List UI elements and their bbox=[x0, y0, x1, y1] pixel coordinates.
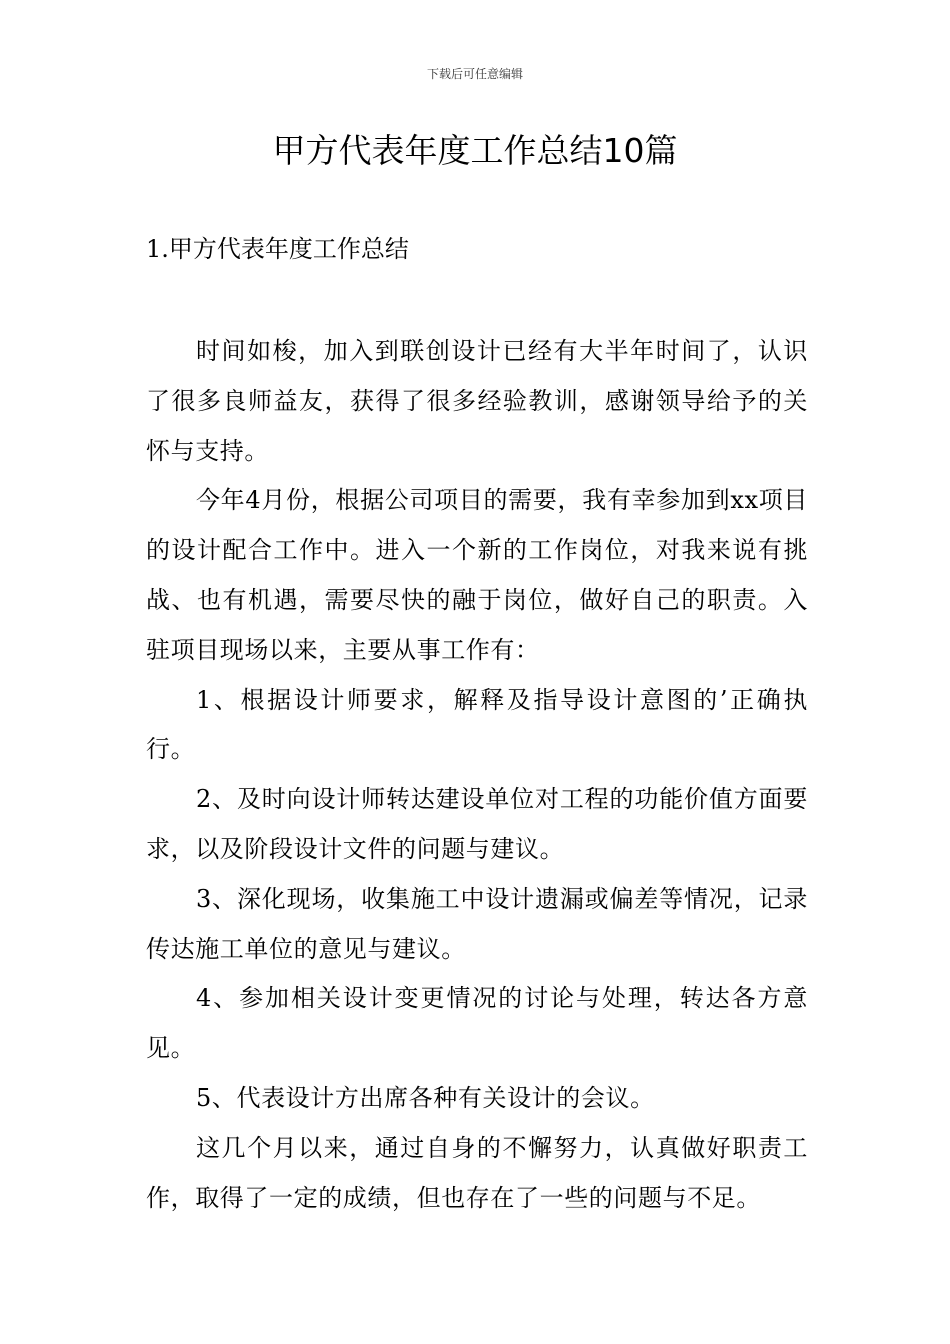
paragraph: 时间如梭，加入到联创设计已经有大半年时间了，认识了很多良师益友，获得了很多经验教训，感谢领导给予的关怀与支持。 bbox=[146, 337, 808, 465]
paragraph: 5、代表设计方出席各种有关设计的会议。 bbox=[196, 1083, 655, 1112]
body-text bbox=[146, 327, 808, 1223]
section-heading: 1.甲方代表年度工作总结 bbox=[146, 235, 409, 263]
paragraph: 这几个月以来，通过自身的不懈努力，认真做好职责工作，取得了一定的成绩，但也存在了一些的问题与不足。 bbox=[146, 1133, 808, 1212]
header-note: 下载后可任意编辑 bbox=[426, 67, 523, 81]
paragraph: 2、及时向设计师转达建设单位对工程的功能价值方面要求，以及阶段设计文件的问题与建议。 bbox=[146, 785, 808, 863]
paragraph: 1、根据设计师要求，解释及指导设计意图的’正确执行。 bbox=[146, 685, 808, 764]
document-title: 甲方代表年度工作总结10篇 bbox=[272, 131, 678, 170]
paragraph: 4、参加相关设计变更情况的讨论与处理，转达各方意见。 bbox=[146, 984, 808, 1063]
paragraph: 3、深化现场，收集施工中设计遗漏或偏差等情况，记录传达施工单位的意见与建议。 bbox=[146, 884, 808, 963]
paragraph: 今年4月份，根据公司项目的需要，我有幸参加到xx项目的设计配合工作中。进入一个新的工作岗位，对我来说有挑战、也有机遇，需要尽快的融于岗位，做好自己的职责。入驻项目现场以来，主要从事工作有： bbox=[146, 486, 808, 664]
